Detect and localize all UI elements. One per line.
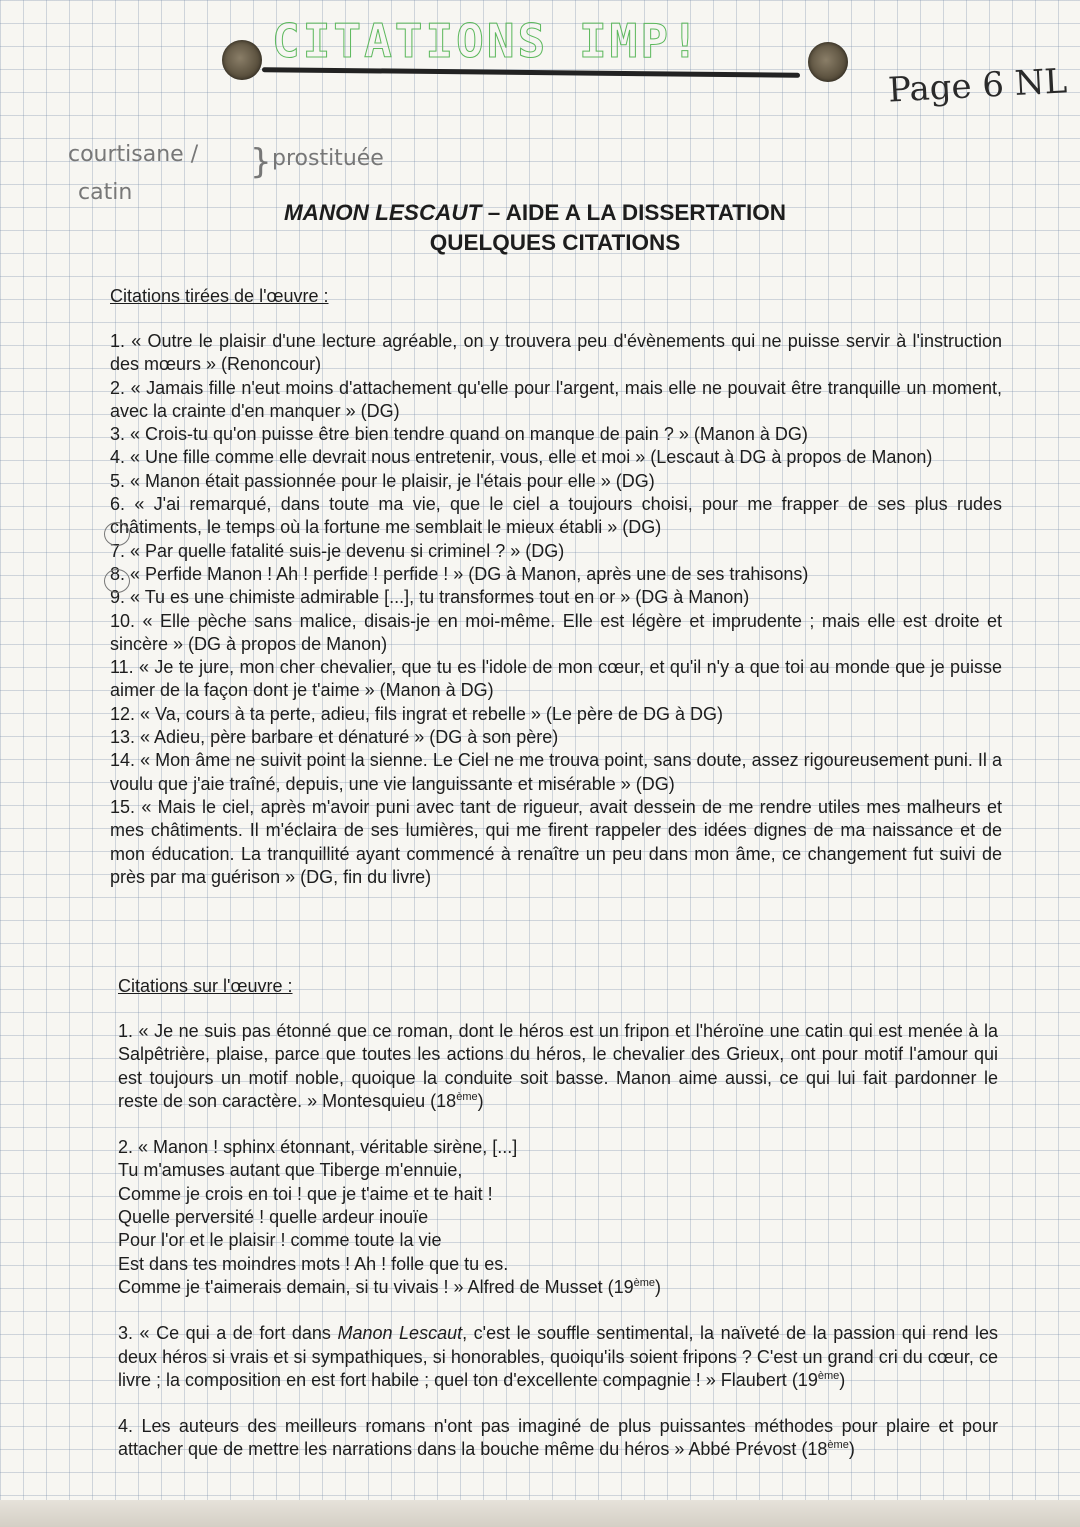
title-rest: – AIDE A LA DISSERTATION xyxy=(481,200,787,225)
quote-text: 2. « Manon ! sphinx étonnant, véritable sirène, [...] Tu m'amuses autant que Tiberge m'ennuie, Comme je crois en toi ! que je t'aime et te hait ! Quelle perversité ! quelle ardeur inouïe Pour l'or et le plaisir ! comme toute la vie Est dans tes moindres mots ! Ah ! folle que tu es. Comme je t'aimerais demain, si tu vivais ! » Alfred de Musset (19 xyxy=(118,1137,634,1297)
handwritten-page-note: Page 6 NL xyxy=(887,61,1069,111)
title-underline xyxy=(262,67,800,78)
quote-item: 7. « Par quelle fatalité suis-je devenu si criminel ? » (DG) xyxy=(110,540,565,561)
century-sup: ème xyxy=(827,1439,849,1452)
margin-note-courtisane: courtisane / xyxy=(68,142,199,167)
quote-item: 15. « Mais le ciel, après m'avoir puni avec tant de rigueur, avait dessein de me rendre utiles mes malheurs et mes châtiments. Il m'éclaira de ses lumières, qui me firent rappeler des idées dignes de ma naissance et de mon éducation. La tranquillité ayant commencé à renaître un peu dans mon âme, ce changement fut suivi de près par ma guérison » (DG, fin du livre) xyxy=(110,796,1002,887)
quote-item: 3. « Crois-tu qu'on puisse être bien tendre quand on manque de pain ? » (Manon à DG) xyxy=(110,424,808,445)
pen-circle-mark xyxy=(104,569,130,593)
quote-text: , c'est le souffle sentimental, la naïveté de la passion qui rend les deux héros si vrais et si sympathiques, si honorables, quoiqu'ils soient fripons ? C'est un grand cri du cœur, ce livre ; la composition en est fort habile ; quel ton d'excellente compagnie ! » Flaubert (19 xyxy=(118,1323,998,1390)
quote-item: 8. « Perfide Manon ! Ah ! perfide ! perfide ! » (DG à Manon, après une de ses trahisons) xyxy=(110,563,809,584)
binder-hole-left xyxy=(222,40,262,80)
quote-text: 4. Les auteurs des meilleurs romans n'ont pas imaginé de plus puissantes méthodes pour plaire et pour attacher que de mettre les narrations dans la bouche même du héros » Abbé Prévost (18 xyxy=(118,1416,998,1460)
margin-note-prostituee: prostituée xyxy=(272,146,384,171)
book-title-italic: Manon Lescaut xyxy=(337,1323,463,1344)
close-paren: ) xyxy=(848,1439,855,1460)
margin-note-catin: catin xyxy=(78,180,133,205)
quote-item: 13. « Adieu, père barbare et dénaturé » (DG à son père) xyxy=(110,727,559,748)
quote-item: 5. « Manon était passionnée pour le plaisir, je l'étais pour elle » (DG) xyxy=(110,470,655,491)
critic-quote-montesquieu xyxy=(118,1020,998,1113)
critic-quote-flaubert xyxy=(118,1322,998,1392)
quote-text: 1. « Je ne suis pas étonné que ce roman, dont le héros est un fripon et l'héroïne une catin qui est menée à la Salpêtrière, plaise, parce que toutes les actions du héros, le chevalier des Grieux, ont pour motif l'amour qui est toujours un motif noble, quoique la conduite soit basse. Manon aime aussi, ce qui lui fait pardonner le reste de son caractère. » Montesquieu (18 xyxy=(118,1021,998,1111)
century-sup: ème xyxy=(633,1276,656,1289)
close-paren: ) xyxy=(477,1090,484,1111)
century-sup: ème xyxy=(817,1369,840,1382)
quote-item: 9. « Tu es une chimiste admirable [...], tu transformes tout en or » (DG à Manon) xyxy=(110,587,750,608)
document-subtitle: QUELQUES CITATIONS xyxy=(429,230,681,255)
critic-quote-prevost xyxy=(118,1415,998,1462)
page-bottom-edge xyxy=(0,1500,1080,1527)
section-heading-work-quotes: Citations tirées de l'œuvre : xyxy=(110,286,329,306)
handwritten-title: CITATIONS IMP! xyxy=(272,14,702,68)
quote-item: 4. « Une fille comme elle devrait nous entretenir, vous, elle et moi » (Lescaut à DG à propos de Manon) xyxy=(110,447,933,468)
section-heading-about-work: Citations sur l'œuvre : xyxy=(118,976,293,996)
margin-brace: } xyxy=(250,142,272,182)
binder-hole-right xyxy=(808,42,848,82)
document-title xyxy=(0,200,1075,226)
century-sup: ème xyxy=(456,1090,478,1103)
quote-item: 1. « Outre le plaisir d'une lecture agréable, on y trouvera peu d'évènements qui ne puisse servir à l'instruction des mœurs » (Renoncour) xyxy=(110,331,1002,375)
quote-list-from-work xyxy=(110,330,1002,889)
quote-item: 14. « Mon âme ne suivit point la sienne. Le Ciel ne me trouva point, sans doute, assez rigoureusement puni. Il a voulu que j'aie traîné, depuis, une vie languissante et misérable » (DG) xyxy=(110,750,1002,794)
title-book-name: MANON LESCAUT xyxy=(283,200,482,225)
quote-item: 10. « Elle pèche sans malice, disais-je en moi-même. Elle est légère et imprudente ; mais elle est droite et sincère » (DG à propos de Manon) xyxy=(110,610,1002,654)
close-paren: ) xyxy=(839,1369,846,1390)
quote-list-about-work xyxy=(118,1020,998,1462)
quote-item: 12. « Va, cours à ta perte, adieu, fils ingrat et rebelle » (Le père de DG à DG) xyxy=(110,703,723,724)
quote-item: 6. « J'ai remarqué, dans toute ma vie, que le ciel a toujours choisi, pour me frapper de ses plus rudes châtiments, le temps où la fortune me semblait le mieux établi » (DG) xyxy=(110,494,1002,538)
close-paren: ) xyxy=(655,1276,662,1297)
pen-circle-mark xyxy=(104,522,130,546)
quote-item: 11. « Je te jure, mon cher chevalier, que tu es l'idole de mon cœur, et qu'il n'y a que toi au monde que je puisse aimer de la façon dont je t'aime » (Manon à DG) xyxy=(110,657,1002,701)
quote-text: 3. « Ce qui a de fort dans xyxy=(118,1323,338,1344)
critic-quote-musset xyxy=(118,1136,998,1299)
quote-item: 2. « Jamais fille n'eut moins d'attachement qu'elle pour l'argent, mais elle ne pouvait être tranquille un moment, avec la crainte d'en manquer » (DG) xyxy=(110,377,1002,421)
